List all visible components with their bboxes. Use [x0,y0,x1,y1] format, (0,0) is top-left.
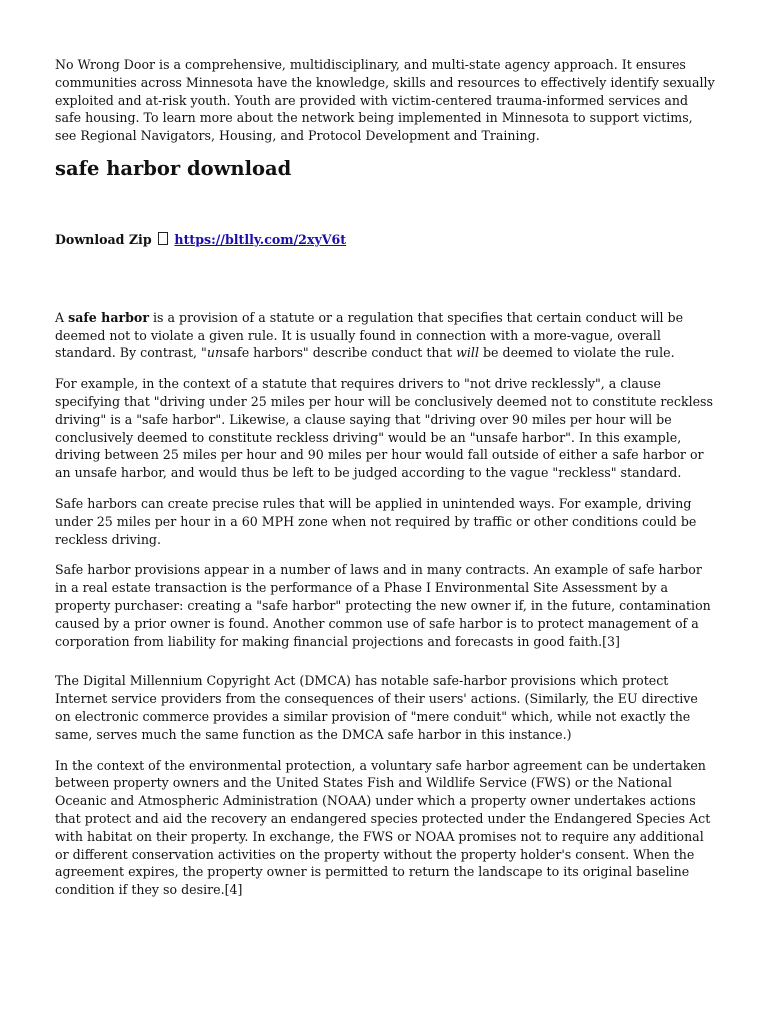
definition-text-2: safe harbors" describe conduct that [223,345,457,361]
environment-paragraph: In the context of the environmental protection, a voluntary safe harbor agreement can be undertaken between property owners and the United States Fish and Wildlife Service (FWS) or the National Oceanic and Atmospheric Administration (NOAA) under which a property owner undertakes actions that protect and aid the recovery an endangered species protected under the Endangered Species Act with habitat on their property. In exchange, the FWS or NOAA promises not to require any additional or different conservation activities on the property without the property holder's consent. When the agreement expires, the property owner is permitted to return the landscape to its original baseline condition if they so desire.[4] [55,757,711,898]
document-page [55,56,715,912]
download-link[interactable]: https://bltlly.com/2xyV6t [174,231,347,247]
page-title: safe harbor download [55,156,292,180]
definition-paragraph [55,309,715,362]
definition-text-1: is a provision of a statute or a regulation that specifies that certain conduct will be deemed not to violate a given rule. It is usually found in connection with a more-vague, overall standard. By contrast, " [55,309,684,361]
download-line [55,231,715,249]
definition-lead: A [55,309,69,325]
dmca-paragraph: The Digital Millennium Copyright Act (DMCA) has notable safe-harbor provisions which protect Internet service providers from the consequences of their users' actions. (Similarly, the EU directive on electronic commerce provides a similar provision of "mere conduit" which, while not exactly the same, serves much the same function as the DMCA safe harbor in this instance.) [55,673,698,742]
example-paragraph: For example, in the context of a statute that requires drivers to "not drive recklessly", a clause specifying that "driving under 25 miles per hour will be conclusively deemed not to constitute reckless driving" is a "safe harbor". Likewise, a clause saying that "driving over 90 miles per hour will be conclusively deemed to constitute reckless driving" would be an "unsafe harbor". In this example, driving between 25 miles per hour and 90 miles per hour would fall outside of either a safe harbor or an unsafe harbor, and would thus be left to be judged according to the vague "reckless" standard. [55,376,713,481]
definition-un: un [206,345,224,361]
definition-term: safe harbor [68,309,149,325]
missing-glyph-icon [158,232,168,245]
definition-will: will [456,345,479,361]
download-label: Download Zip [55,231,152,247]
definition-text-3: be deemed to violate the rule. [478,345,675,361]
contracts-paragraph: Safe harbor provisions appear in a number of laws and in many contracts. An example of safe harbor in a real estate transaction is the performance of a Phase I Environmental Site Assessment by a property purchaser: creating a "safe harbor" protecting the new owner if, in the future, contamination caused by a prior owner is found. Another common use of safe harbor is to protect management of a corporation from liability for making financial projections and forecasts in good faith.[3] [55,562,711,649]
intro-paragraph: No Wrong Door is a comprehensive, multidisciplinary, and multi-state agency approach. It ensures communities across Minnesota have the knowledge, skills and resources to effectively identify sexually exploited and at-risk youth. Youth are provided with victim-centered trauma-informed services and safe housing. To learn more about the network being implemented in Minnesota to support victims, see Regional Navigators, Housing, and Protocol Development and Training. [55,57,715,144]
precise-rules-paragraph: Safe harbors can create precise rules that will be applied in unintended ways. For example, driving under 25 miles per hour in a 60 MPH zone when not required by traffic or other conditions could be reckless driving. [55,495,697,547]
